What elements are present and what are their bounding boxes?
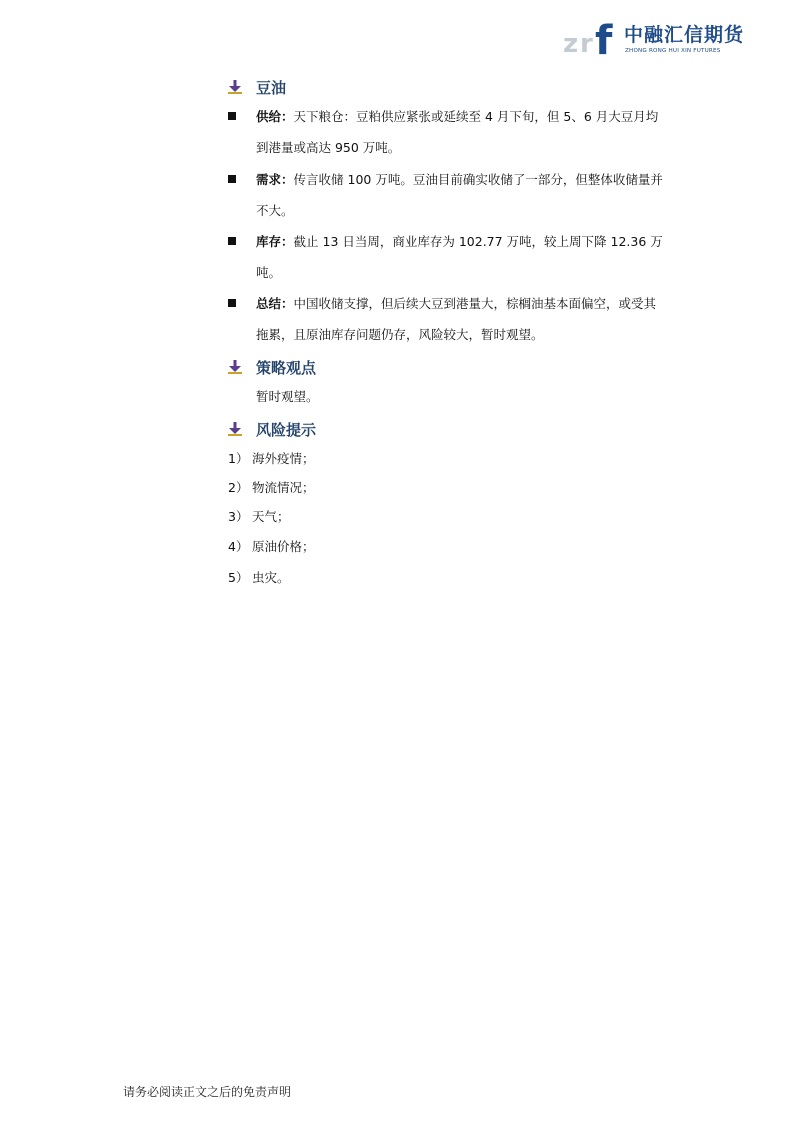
bullet-label: 需求： bbox=[256, 172, 294, 187]
down-arrow-icon bbox=[228, 422, 242, 436]
bullet-text: 传言收储 100 万吨。豆油目前确实收储了一部分，但整体收储量并不大。 bbox=[256, 172, 663, 218]
risk-item-number: 2） bbox=[228, 480, 249, 495]
square-bullet-icon bbox=[228, 237, 236, 245]
logo-english-name: ZHONG RONG HUI XIN FUTURES bbox=[625, 48, 721, 54]
square-bullet-icon bbox=[228, 175, 236, 183]
down-arrow-icon bbox=[228, 360, 242, 374]
risk-item bbox=[228, 477, 315, 499]
svg-text:r: r bbox=[580, 29, 593, 58]
risk-item-number: 5） bbox=[228, 570, 249, 585]
bullet-label: 总结： bbox=[256, 296, 294, 311]
bullet-supply bbox=[228, 101, 668, 163]
bullet-body bbox=[256, 101, 668, 163]
risk-item-number: 4） bbox=[228, 539, 249, 554]
footer-disclaimer: 请务必阅读正文之后的免责声明 bbox=[123, 1085, 292, 1099]
strategy-text: 暂时观望。 bbox=[256, 389, 319, 404]
bullet-demand bbox=[228, 164, 668, 226]
risk-item-number: 1） bbox=[228, 451, 249, 466]
bullet-body bbox=[256, 164, 668, 226]
section-title: 风险提示 bbox=[256, 420, 317, 439]
bullet-text: 截止 13 日当周，商业库存为 102.77 万吨，较上周下降 12.36 万吨。 bbox=[256, 234, 663, 280]
risk-item-text: 虫灾。 bbox=[252, 570, 290, 585]
svg-text:f: f bbox=[595, 18, 613, 58]
bullet-text: 中国收储支撑，但后续大豆到港量大，棕榈油基本面偏空，或受其拖累，且原油库存问题仍存，风险较大，暂时观望。 bbox=[256, 296, 657, 342]
risk-item-text: 海外疫情； bbox=[252, 451, 315, 466]
risk-item bbox=[228, 448, 315, 470]
risk-item-number: 3） bbox=[228, 509, 249, 524]
logo-chinese-name: 中融汇信期货 bbox=[624, 24, 745, 46]
risk-item-text: 物流情况； bbox=[252, 480, 315, 495]
bullet-label: 供给： bbox=[256, 109, 294, 124]
bullet-inventory bbox=[228, 226, 668, 288]
svg-text:z: z bbox=[563, 29, 579, 58]
bullet-body bbox=[256, 226, 668, 288]
section-heading-strategy bbox=[228, 356, 316, 378]
bullet-text: 天下粮仓：豆粕供应紧张或延续至 4 月下旬，但 5、6 月大豆月均到港量或高达 950 万吨。 bbox=[256, 109, 659, 155]
down-arrow-icon bbox=[228, 80, 242, 94]
risk-item bbox=[228, 567, 290, 589]
bullet-body bbox=[256, 288, 668, 350]
bullet-summary bbox=[228, 288, 668, 350]
section-title: 策略观点 bbox=[256, 358, 317, 377]
risk-item-text: 天气； bbox=[252, 509, 290, 524]
company-logo bbox=[563, 18, 753, 62]
section-heading-soybean-oil bbox=[228, 76, 286, 98]
risk-item-text: 原油价格； bbox=[252, 539, 315, 554]
risk-item bbox=[228, 536, 315, 558]
risk-item bbox=[228, 506, 290, 528]
square-bullet-icon bbox=[228, 112, 236, 120]
section-heading-risk bbox=[228, 418, 316, 440]
bullet-label: 库存： bbox=[256, 234, 294, 249]
square-bullet-icon bbox=[228, 299, 236, 307]
section-title: 豆油 bbox=[256, 78, 287, 97]
zrf-logo-mark-icon bbox=[563, 18, 621, 58]
